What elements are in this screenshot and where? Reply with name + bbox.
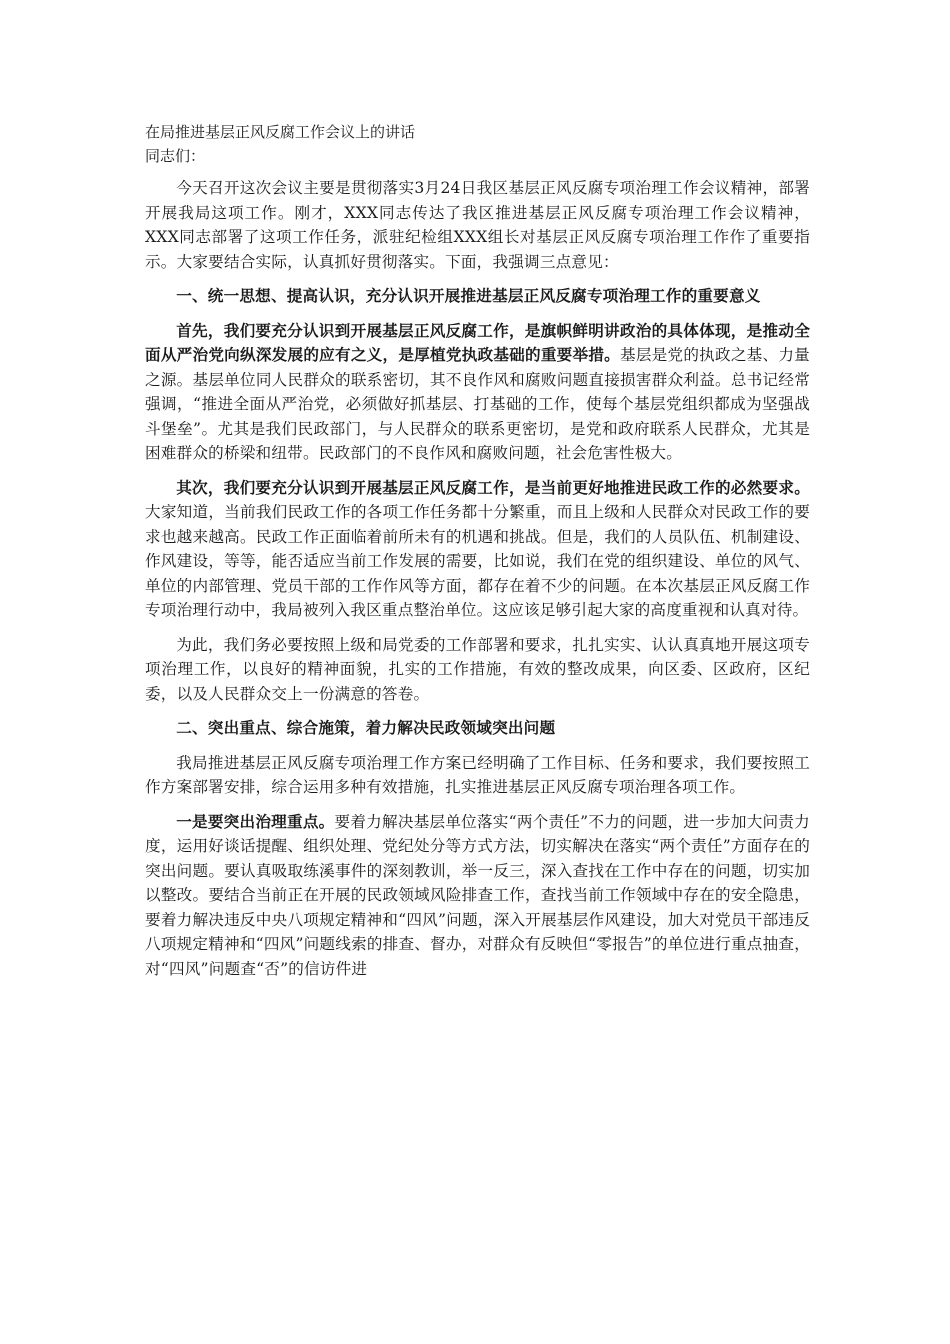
paragraph-second-body: 大家知道，当前我们民政工作的各项工作任务都十分繁重，而且上级和人民群众对民政工作的要求也越来越高。民政工作正面临着前所未有的机遇和挑战。但是，我们的人员队伍、机制建设、作风建设，等等，能否适应当前工作发展的需要，比如说，我们在党的组织建设、单位的风气、单位的内部管理、党员干部的工作作风等方面，都存在着不少的问题。在本次基层正风反腐工作专项治理行动中，我局被列入我区重点整治单位。这应该足够引起大家的高度重视和认真对待。 (145, 503, 810, 619)
salutation: 同志们： (145, 147, 206, 165)
paragraph-first-body: 基层是党的执政之基、力量之源。基层单位同人民群众的联系密切，其不良作风和腐败问题直接损害群众利益。总书记经常强调，“推进全面从严治党，必须做好抓基层、打基础的工作，使每个基层党组织都成为坚强战斗堡垒”。尤其是我们民政部门，与人民群众的联系更密切，是党和政府联系人民群众，尤其是困难群众的桥梁和纽带。民政部门的不良作风和腐败问题，社会危害性极大。 (145, 346, 810, 462)
section-heading-2: 二、突出重点、综合施策，着力解决民政领域突出问题 (176, 718, 556, 737)
paragraph-second (145, 476, 810, 623)
paragraph-point-one-lead: 一是要突出治理重点。 (176, 811, 335, 831)
paragraph-therefore: 为此，我们务必要按照上级和局党委的工作部署和要求，扎扎实实、认认真真地开展这项专项治理工作，以良好的精神面貌，扎实的工作措施，有效的整改成果，向区委、区政府，区纪委，以及人民群众交上一份满意的答卷。 (145, 635, 810, 703)
paragraph-first (145, 319, 810, 466)
document-title: 在局推进基层正风反腐工作会议上的讲话 (145, 123, 416, 141)
paragraph-plan: 我局推进基层正风反腐专项治理工作方案已经明确了工作目标、任务和要求，我们要按照工作方案部署安排，综合运用多种有效措施，扎实推进基层正风反腐专项治理各项工作。 (145, 753, 810, 796)
section-heading-1: 一、统一思想、提高认识，充分认识开展推进基层正风反腐专项治理工作的重要意义 (176, 286, 761, 305)
paragraph-intro: 今天召开这次会议主要是贯彻落实3月24日我区基层正风反腐专项治理工作会议精神，部署开展我局这项工作。刚才，XXX同志传达了我区推进基层正风反腐专项治理工作会议精神，XXX同志部署了这项工作任务，派驻纪检组XXX组长对基层正风反腐专项治理工作作了重要指示。大家要结合实际，认真抓好贯彻落实。下面，我强调三点意见： (145, 179, 810, 271)
document-page (145, 120, 810, 991)
paragraph-point-one (145, 810, 810, 982)
paragraph-first-lead: 首先，我们要充分认识到开展基层正风反腐工作，是旗帜鲜明讲政治的具体体现，是推动全面从严治党向纵深发展的应有之义，是厚植党执政基础的重要举措。 (145, 320, 810, 364)
paragraph-second-lead: 其次，我们要充分认识到开展基层正风反腐工作，是当前更好地推进民政工作的必然要求。 (176, 477, 810, 497)
paragraph-point-one-body: 要着力解决基层单位落实“两个责任”不力的问题，进一步加大问责力度，运用好谈话提醒、组织处理、党纪处分等方式方法，切实解决在落实“两个责任”方面存在的突出问题。要认真吸取练溪事件的深刻教训，举一反三，深入查找在工作中存在的问题，切实加以整改。要结合当前正在开展的民政领域风险排查工作，查找当前工作领域中存在的安全隐患，要着力解决违反中央八项规定精神和“四风”问题，深入开展基层作风建设，加大对党员干部违反八项规定精神和“四风”问题线索的排查、督办，对群众有反映但“零报告”的单位进行重点抽查，对“四风”问题查“否”的信访件进 (145, 812, 810, 978)
